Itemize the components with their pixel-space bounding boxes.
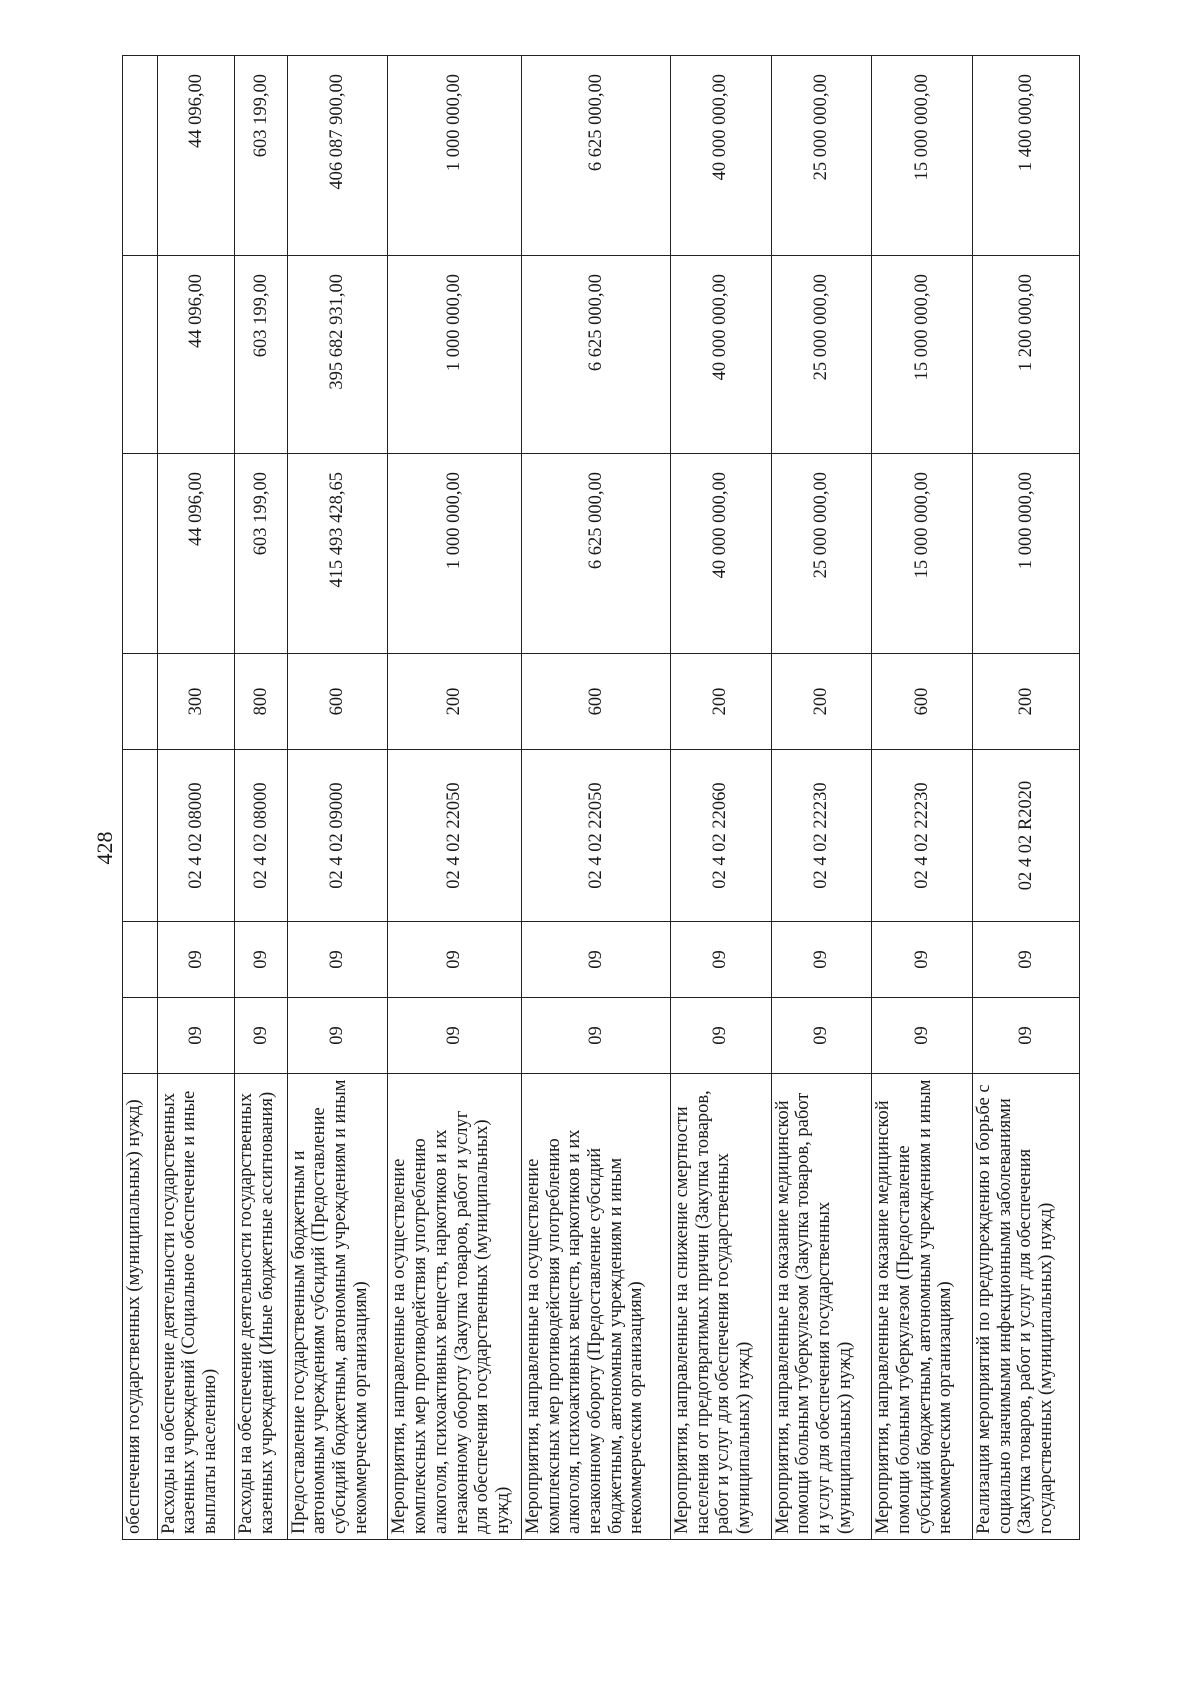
amount-3-cell: 25 000 000,00 — [771, 56, 872, 256]
row-description: Мероприятия, направленные на осуществление комплексных мер противодействия употреблению алкоголя, психоактивных веществ, наркотиков и их незаконному обороту (Предоставление субсидий бюджетным, автономным учреждениям и иным некоммерческим организациям) — [521, 1074, 670, 1540]
subsection-cell: 09 — [972, 922, 1079, 998]
amount-3-cell: 44 096,00 — [157, 56, 235, 256]
row-description: Реализация мероприятий по предупреждению и борьбе с социально значимыми инфекционными заболеваниями (Закупка товаров, работ и услуг для обеспечения государственных (муниципальных) нужд) — [972, 1074, 1079, 1540]
table-row — [157, 56, 235, 1540]
subsection-cell — [123, 922, 158, 998]
amount-2-cell: 15 000 000,00 — [872, 256, 973, 454]
row-description: Мероприятия, направленные на оказание медицинской помощи больным туберкулезом (Закупка товаров, работ и услуг для обеспечения государственных (муниципальных) нужд) — [771, 1074, 872, 1540]
expense-type-cell: 800 — [235, 654, 287, 750]
table-row — [670, 56, 771, 1540]
amount-2-cell: 44 096,00 — [157, 256, 235, 454]
amount-3-cell: 406 087 900,00 — [287, 56, 388, 256]
amount-3-cell: 6 625 000,00 — [521, 56, 670, 256]
amount-2-cell: 40 000 000,00 — [670, 256, 771, 454]
section-cell: 09 — [235, 998, 287, 1074]
amount-3-cell — [123, 56, 158, 256]
amount-2-cell: 6 625 000,00 — [521, 256, 670, 454]
expense-type-cell: 200 — [771, 654, 872, 750]
amount-3-cell: 603 199,00 — [235, 56, 287, 256]
table-row — [521, 56, 670, 1540]
section-cell: 09 — [388, 998, 522, 1074]
budget-table — [122, 55, 1080, 1540]
expense-type-cell: 600 — [872, 654, 973, 750]
target-cell: 02 4 02 22050 — [388, 750, 522, 922]
amount-1-cell — [123, 454, 158, 654]
table-row — [972, 56, 1079, 1540]
amount-3-cell: 1 000 000,00 — [388, 56, 522, 256]
subsection-cell: 09 — [157, 922, 235, 998]
section-cell — [123, 998, 158, 1074]
target-cell: 02 4 02 R2020 — [972, 750, 1079, 922]
target-cell: 02 4 02 22060 — [670, 750, 771, 922]
section-cell: 09 — [287, 998, 388, 1074]
amount-2-cell: 1 200 000,00 — [972, 256, 1079, 454]
target-cell: 02 4 02 22050 — [521, 750, 670, 922]
amount-2-cell: 25 000 000,00 — [771, 256, 872, 454]
table-row-continuation — [123, 56, 158, 1540]
row-description: Расходы на обеспечение деятельности государственных казенных учреждений (Иные бюджетные ассигнования) — [235, 1074, 287, 1540]
amount-1-cell: 15 000 000,00 — [872, 454, 973, 654]
row-description: Мероприятия, направленные на снижение смертности населения от предотвратимых причин (Закупка товаров, работ и услуг для обеспечения государственных (муниципальных) нужд) — [670, 1074, 771, 1540]
amount-2-cell: 1 000 000,00 — [388, 256, 522, 454]
budget-table-container — [122, 56, 1080, 1540]
table-row — [235, 56, 287, 1540]
section-cell: 09 — [972, 998, 1079, 1074]
row-description: Расходы на обеспечение деятельности государственных казенных учреждений (Социальное обеспечение и иные выплаты населению) — [157, 1074, 235, 1540]
section-cell: 09 — [670, 998, 771, 1074]
target-cell: 02 4 02 22230 — [771, 750, 872, 922]
amount-3-cell: 1 400 000,00 — [972, 56, 1079, 256]
subsection-cell: 09 — [872, 922, 973, 998]
target-cell: 02 4 02 08000 — [235, 750, 287, 922]
amount-1-cell: 1 000 000,00 — [388, 454, 522, 654]
expense-type-cell: 600 — [287, 654, 388, 750]
table-row — [771, 56, 872, 1540]
table-row — [287, 56, 388, 1540]
subsection-cell: 09 — [235, 922, 287, 998]
target-cell: 02 4 02 09000 — [287, 750, 388, 922]
section-cell: 09 — [521, 998, 670, 1074]
table-row — [388, 56, 522, 1540]
row-description: Мероприятия, направленные на осуществление комплексных мер противодействия употреблению алкоголя, психоактивных веществ, наркотиков и их незаконному обороту (Закупка товаров, работ и услуг для обеспечения государственных (муниципальных) нужд) — [388, 1074, 522, 1540]
expense-type-cell — [123, 654, 158, 750]
section-cell: 09 — [771, 998, 872, 1074]
amount-3-cell: 40 000 000,00 — [670, 56, 771, 256]
amount-1-cell: 40 000 000,00 — [670, 454, 771, 654]
row-description: Мероприятия, направленные на оказание медицинской помощи больным туберкулезом (Предоставление субсидий бюджетным, автономным учреждениям и иным некоммерческим организациям) — [872, 1074, 973, 1540]
expense-type-cell: 200 — [388, 654, 522, 750]
amount-1-cell: 603 199,00 — [235, 454, 287, 654]
amount-1-cell: 25 000 000,00 — [771, 454, 872, 654]
expense-type-cell: 600 — [521, 654, 670, 750]
amount-3-cell: 15 000 000,00 — [872, 56, 973, 256]
subsection-cell: 09 — [771, 922, 872, 998]
subsection-cell: 09 — [388, 922, 522, 998]
target-cell: 02 4 02 22230 — [872, 750, 973, 922]
expense-type-cell: 300 — [157, 654, 235, 750]
amount-2-cell: 603 199,00 — [235, 256, 287, 454]
row-description: обеспечения государственных (муниципальных) нужд) — [123, 1074, 158, 1540]
subsection-cell: 09 — [670, 922, 771, 998]
expense-type-cell: 200 — [972, 654, 1079, 750]
page-number: 428 — [92, 831, 117, 865]
table-row — [872, 56, 973, 1540]
section-cell: 09 — [872, 998, 973, 1074]
target-cell — [123, 750, 158, 922]
target-cell: 02 4 02 08000 — [157, 750, 235, 922]
amount-1-cell: 1 000 000,00 — [972, 454, 1079, 654]
row-description: Предоставление государственным бюджетным и автономным учреждениям субсидий (Предоставление субсидий бюджетным, автономным учреждениям и иным некоммерческим организациям) — [287, 1074, 388, 1540]
amount-2-cell — [123, 256, 158, 454]
amount-2-cell: 395 682 931,00 — [287, 256, 388, 454]
expense-type-cell: 200 — [670, 654, 771, 750]
amount-1-cell: 415 493 428,65 — [287, 454, 388, 654]
amount-1-cell: 6 625 000,00 — [521, 454, 670, 654]
subsection-cell: 09 — [287, 922, 388, 998]
section-cell: 09 — [157, 998, 235, 1074]
subsection-cell: 09 — [521, 922, 670, 998]
amount-1-cell: 44 096,00 — [157, 454, 235, 654]
